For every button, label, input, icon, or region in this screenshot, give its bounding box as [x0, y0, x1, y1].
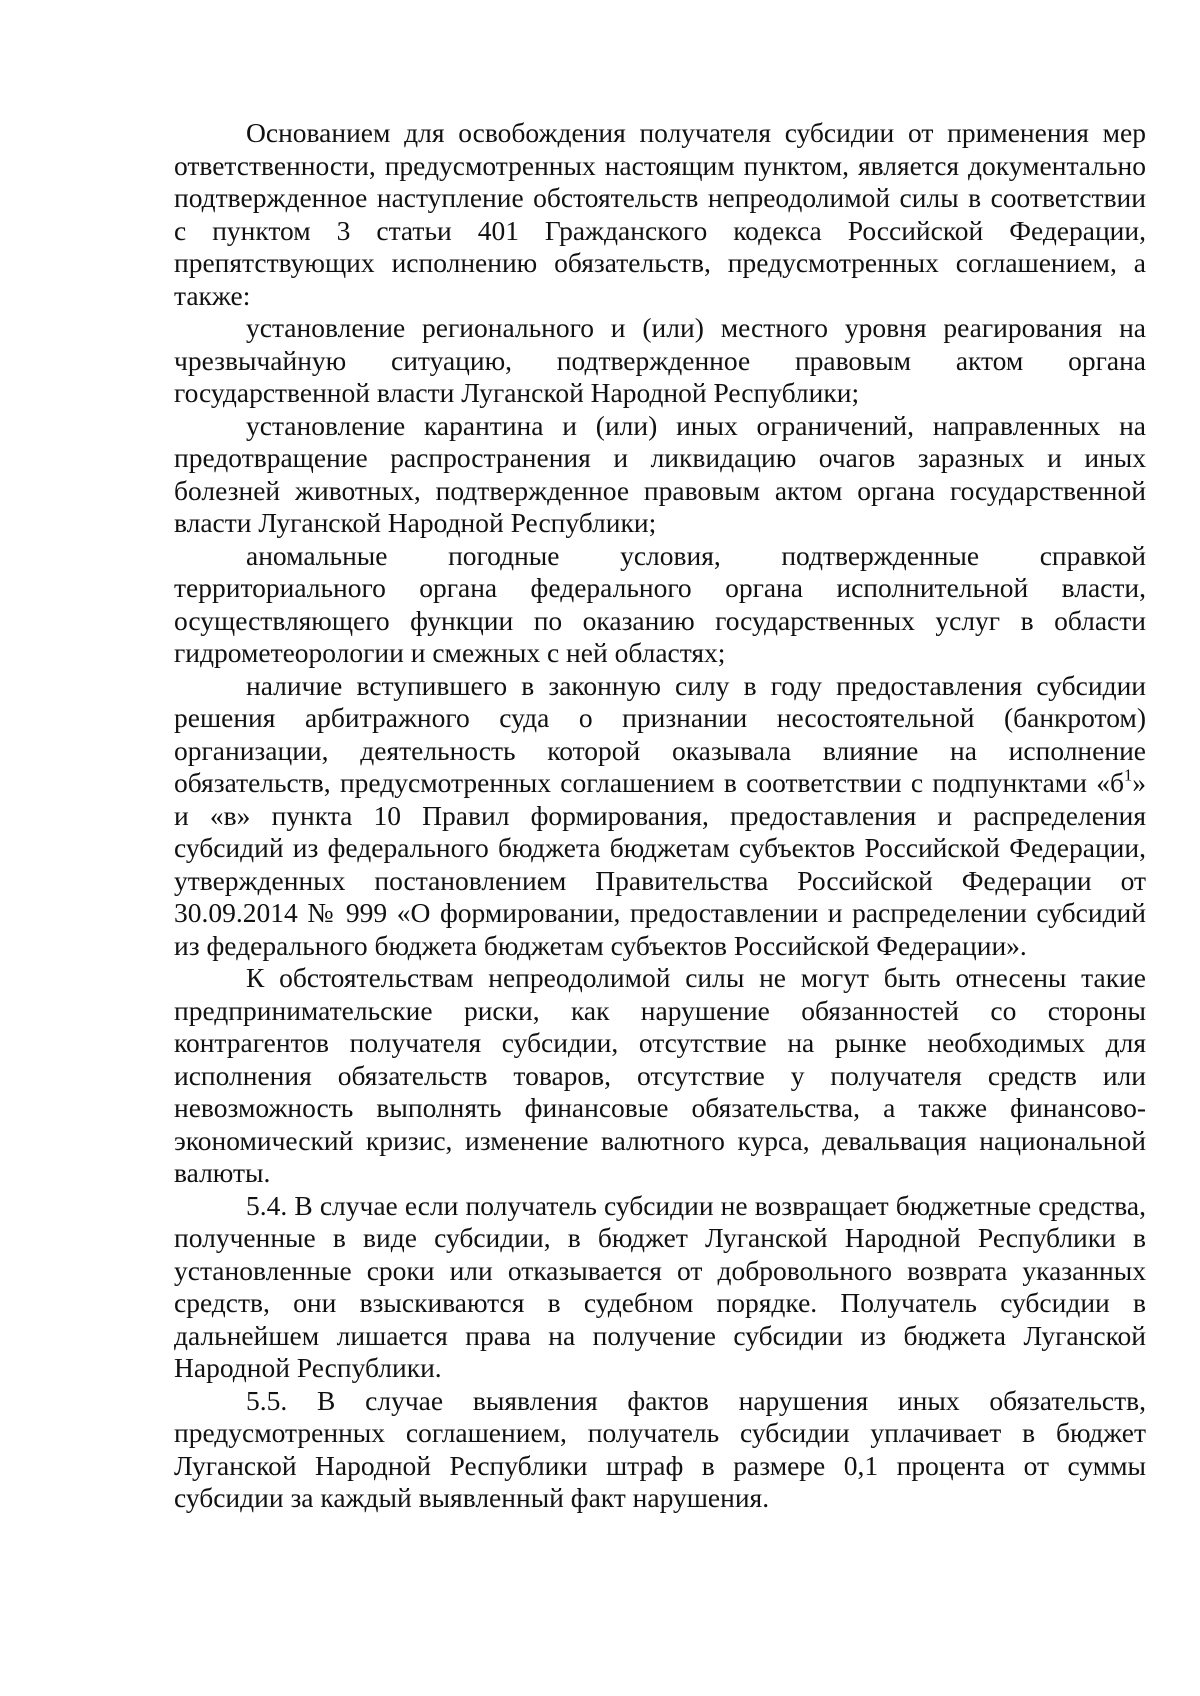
paragraph-bankruptcy-text-2: » и «в» пункта 10 Правил формирования, предоставления и распределения субсидий из федерального бюджета бюджетам субъектов Российской Федерации, утвержденных постановлением Правительства Российской Федерации от 30.09.2014 № 999 «О формировании, предоставлении и распределении субсидий из федерального бюджета бюджетам субъектов Российской Федерации».	[174, 767, 1146, 961]
paragraph-emergency-response: установление регионального и (или) местного уровня реагирования на чрезвычайную ситуацию, подтвержденное правовым актом органа государственной власти Луганской Народной Республики;	[174, 312, 1146, 408]
paragraph-clause-5-5: 5.5. В случае выявления фактов нарушения иных обязательств, предусмотренных соглашением, получатель субсидии уплачивает в бюджет Луганской Народной Республики штраф в размере 0,1 процента от суммы субсидии за каждый выявленный факт нарушения.	[174, 1384, 1146, 1513]
document-body	[174, 117, 1146, 1515]
paragraph-weather-conditions: аномальные погодные условия, подтвержденные справкой территориального органа федерального органа исполнительной власти, осуществляющего функции по оказанию государственных услуг в области гидрометеорологии и смежных с ней областях;	[174, 539, 1146, 668]
paragraph-quarantine: установление карантина и (или) иных ограничений, направленных на предотвращение распространения и ликвидацию очагов заразных и иных болезней животных, подтвержденное правовым актом органа государственной власти Луганской Народной Республики;	[174, 409, 1146, 538]
paragraph-bankruptcy-decision	[174, 670, 1146, 963]
paragraph-force-majeure-basis: Основанием для освобождения получателя субсидии от применения мер ответственности, предусмотренных настоящим пунктом, является документально подтвержденное наступление обстоятельств непреодолимой силы в соответствии с пунктом 3 статьи 401 Гражданского кодекса Российской Федерации, препятствующих исполнению обязательств, предусмотренных соглашением, а также:	[174, 117, 1146, 311]
paragraph-clause-5-4: 5.4. В случае если получатель субсидии не возвращает бюджетные средства, полученные в виде субсидии, в бюджет Луганской Народной Республики в установленные сроки или отказывается от добровольного возврата указанных средств, они взыскиваются в судебном порядке. Получатель субсидии в дальнейшем лишается права на получение субсидии из бюджета Луганской Народной Республики.	[174, 1189, 1146, 1383]
paragraph-bankruptcy-text-1: наличие вступившего в законную силу в году предоставления субсидии решения арбитражного суда о признании несостоятельной (банкротом) организации, деятельность которой оказывала влияние на исполнение обязательств, предусмотренных соглашением в соответствии с подпунктами «б	[174, 669, 1146, 798]
superscript-marker: 1	[1124, 765, 1133, 785]
paragraph-business-risks: К обстоятельствам непреодолимой силы не могут быть отнесены такие предпринимательские риски, как нарушение обязанностей со стороны контрагентов получателя субсидии, отсутствие на рынке необходимых для исполнения обязательств товаров, отсутствие у получателя средств или невозможность выполнять финансовые обязательства, а также финансово-экономический кризис, изменение валютного курса, девальвация национальной валюты.	[174, 962, 1146, 1188]
